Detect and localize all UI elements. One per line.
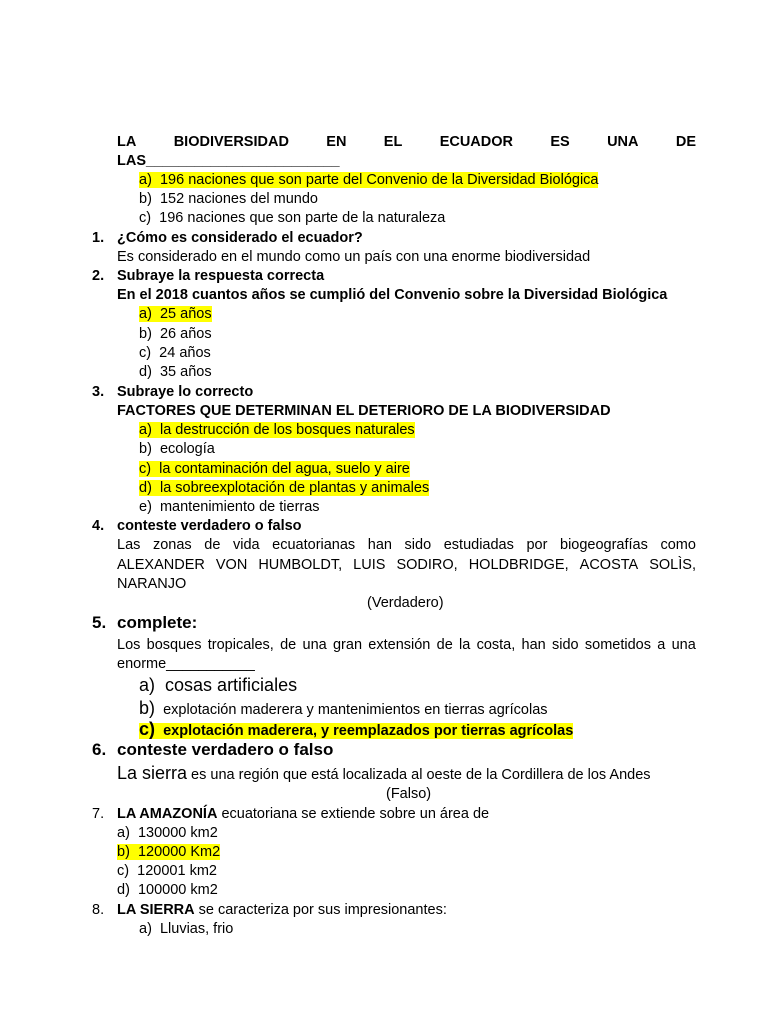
q5-statement-line-2: enorme___________ — [117, 656, 255, 672]
q3-option-d: d) la sobreexplotación de plantas y animales — [139, 480, 430, 496]
q6-statement: La sierra es una región que está localizada al oeste de la Cordillera de los Andes — [117, 763, 651, 783]
q8-option-a: a) Lluvias, frio — [139, 921, 234, 937]
q2-option-a: a) 25 años — [139, 306, 212, 322]
q1-title: ¿Cómo es considerado el ecuador? — [117, 230, 363, 246]
q1-answer: Es considerado en el mundo como un país con una enorme biodiversidad — [117, 249, 591, 265]
q3-number: 3. — [92, 384, 105, 400]
q2-number: 2. — [92, 268, 105, 284]
q4-statement-line-1: Las zonas de vida ecuatorianas han sido estudiadas por biogeografías como — [117, 537, 696, 553]
intro-option-c: c) 196 naciones que son parte de la naturaleza — [139, 210, 446, 226]
word: LA — [117, 134, 137, 150]
q3-title: Subraye lo correcto — [117, 384, 254, 400]
q4-title: conteste verdadero o falso — [117, 518, 302, 534]
q7-option-b: b) 120000 Km2 — [117, 844, 221, 860]
word: EL — [383, 134, 403, 150]
q7-option-a: a) 130000 km2 — [117, 825, 218, 841]
q3-option-e: e) mantenimiento de tierras — [139, 499, 320, 515]
q8-number: 8. — [92, 902, 105, 918]
word: ECUADOR — [439, 134, 513, 150]
q7-option-d: d) 100000 km2 — [117, 882, 218, 898]
q3-option-c: c) la contaminación del agua, suelo y aire — [139, 461, 410, 477]
word: ES — [550, 134, 570, 150]
q1-number: 1. — [92, 230, 105, 246]
word: DE — [675, 134, 696, 150]
q5-option-b: b) explotación maderera y mantenimientos en tierras agrícolas — [139, 698, 548, 718]
q5-option-a: a) cosas artificiales — [139, 675, 298, 695]
q5-number: 5. — [92, 613, 107, 632]
q3-option-b: b) ecología — [139, 441, 215, 457]
q2-option-d: d) 35 años — [139, 364, 212, 380]
q5-statement-line-1: Los bosques tropicales, de una gran extensión de la costa, han sido sometidos a una — [117, 637, 696, 653]
intro-option-a: a) 196 naciones que son parte del Convenio de la Diversidad Biológica — [139, 172, 599, 188]
word: BIODIVERSIDAD — [173, 134, 289, 150]
q6-title: conteste verdadero o falso — [117, 740, 334, 759]
q4-statement-line-2: ALEXANDER VON HUMBOLDT, LUIS SODIRO, HOLDBRIDGE, ACOSTA SOLÌS, — [117, 557, 696, 573]
q3-option-a: a) la destrucción de los bosques naturales — [139, 422, 415, 438]
q2-title: Subraye la respuesta correcta — [117, 268, 325, 284]
q5-option-c: c) explotación maderera, y reemplazados por tierras agrícolas — [139, 719, 574, 739]
intro-line-1 — [117, 133, 696, 151]
intro-line-2: LAS________________________ — [117, 153, 340, 169]
q4-answer: (Verdadero) — [367, 595, 444, 611]
q4-number: 4. — [92, 518, 105, 534]
q7-option-c: c) 120001 km2 — [117, 863, 217, 879]
q7-statement: LA AMAZONÍA ecuatoriana se extiende sobre un área de — [117, 806, 490, 822]
q6-answer: (Falso) — [386, 786, 432, 802]
intro-option-b: b) 152 naciones del mundo — [139, 191, 318, 207]
word: UNA — [607, 134, 639, 150]
q5-title: complete: — [117, 613, 198, 632]
q2-option-c: c) 24 años — [139, 345, 211, 361]
q7-number: 7. — [92, 806, 105, 822]
q4-statement-line-3: NARANJO — [117, 576, 187, 592]
q3-subtitle: FACTORES QUE DETERMINAN EL DETERIORO DE LA BIODIVERSIDAD — [117, 403, 611, 419]
q8-statement: LA SIERRA se caracteriza por sus impresionantes: — [117, 902, 447, 918]
q2-option-b: b) 26 años — [139, 326, 212, 342]
q2-subtitle: En el 2018 cuantos años se cumplió del Convenio sobre la Diversidad Biológica — [117, 287, 668, 303]
q6-number: 6. — [92, 740, 107, 759]
word: EN — [326, 134, 347, 150]
